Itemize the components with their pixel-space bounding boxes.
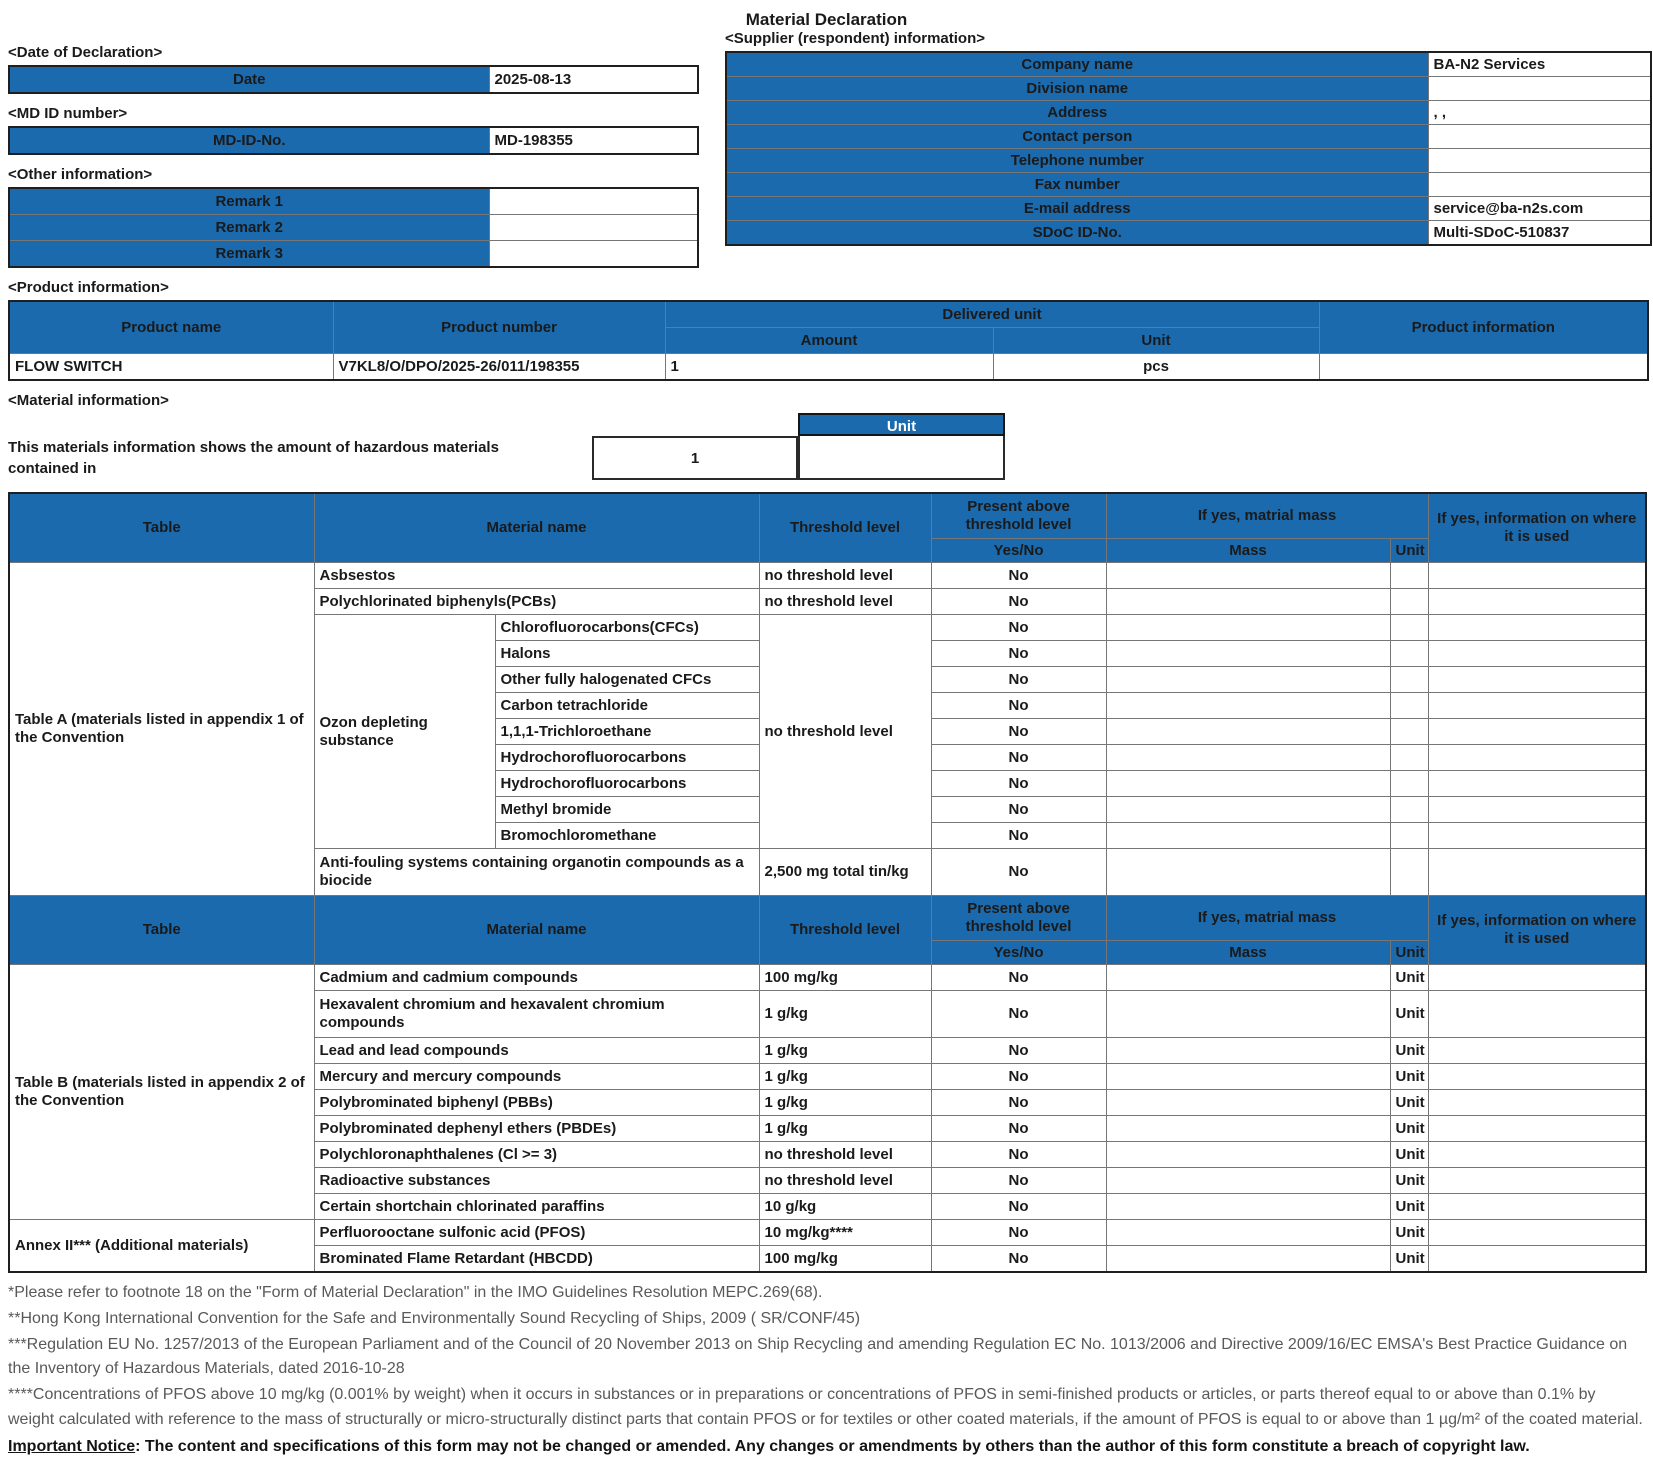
contact-person-value: [1428, 125, 1651, 149]
unit-cell: Unit: [1390, 1064, 1428, 1090]
material-name-cell: 1,1,1-Trichloroethane: [495, 719, 759, 745]
where-used-cell: [1428, 1220, 1646, 1246]
mass-cell: [1106, 1246, 1390, 1273]
table-b-label: Table B (materials listed in appendix 2 of the Convention: [9, 965, 314, 1220]
md-id-value: MD-198355: [489, 127, 698, 154]
present-above-threshold-header: Present above threshold level: [931, 493, 1106, 539]
remark-3-value: [489, 241, 698, 268]
unit-cell: Unit: [1390, 1038, 1428, 1064]
where-used-header: If yes, information on where it is used: [1428, 896, 1646, 965]
annex-row: [9, 1220, 1646, 1246]
threshold-cell: no threshold level: [759, 589, 931, 615]
unit-cell: Unit: [1390, 1168, 1428, 1194]
date-value: 2025-08-13: [489, 66, 698, 93]
product-data-row: [9, 354, 1648, 381]
table-column-header: Table: [9, 493, 314, 563]
material-name-cell: Bromochloromethane: [495, 823, 759, 849]
threshold-cell: 1 g/kg: [759, 1064, 931, 1090]
where-used-cell: [1428, 771, 1646, 797]
material-name-cell: Polychlorinated biphenyls(PCBs): [314, 589, 759, 615]
unit-cell: [1390, 771, 1428, 797]
product-information-label: <Product information>: [8, 279, 169, 296]
unit-cell: Unit: [1390, 1246, 1428, 1273]
material-name-cell: Carbon tetrachloride: [495, 693, 759, 719]
supplier-row: [726, 101, 1651, 125]
product-table: [8, 300, 1649, 381]
mass-cell: [1106, 991, 1390, 1038]
mass-cell: [1106, 1142, 1390, 1168]
unit-cell: Unit: [1390, 1220, 1428, 1246]
yes-no-cell: No: [931, 1220, 1106, 1246]
material-name-cell: Hydrochorofluorocarbons: [495, 745, 759, 771]
mass-cell: [1106, 693, 1390, 719]
where-used-cell: [1428, 1038, 1646, 1064]
email-address-label: E-mail address: [726, 197, 1428, 221]
company-name-label: Company name: [726, 52, 1428, 77]
mass-cell: [1106, 641, 1390, 667]
if-yes-material-mass-header: If yes, matrial mass: [1106, 896, 1428, 941]
supplier-table: [725, 51, 1652, 246]
amount-value: 1: [665, 354, 993, 381]
material-name-header: Material name: [314, 493, 759, 563]
address-value: , ,: [1428, 101, 1651, 125]
remark-1-value: [489, 188, 698, 215]
where-used-cell: [1428, 1116, 1646, 1142]
material-information-label: <Material information>: [8, 392, 169, 409]
where-used-cell: [1428, 1142, 1646, 1168]
product-name-value: FLOW SWITCH: [9, 354, 333, 381]
yes-no-cell: No: [931, 1142, 1106, 1168]
material-name-cell: Asbsestos: [314, 563, 759, 589]
unit-cell: [1390, 849, 1428, 896]
where-used-cell: [1428, 1168, 1646, 1194]
unit-cell: [1390, 563, 1428, 589]
threshold-cell: no threshold level: [759, 1168, 931, 1194]
md-id-row: [9, 127, 698, 154]
important-notice-label: Important Notice: [8, 1437, 136, 1455]
yes-no-cell: No: [931, 667, 1106, 693]
remark-2-value: [489, 215, 698, 241]
supplier-information-label: <Supplier (respondent) information>: [725, 30, 986, 47]
mass-cell: [1106, 849, 1390, 896]
mass-cell: [1106, 719, 1390, 745]
unit-cell: [1390, 719, 1428, 745]
important-notice: [8, 1435, 1645, 1460]
yes-no-cell: No: [931, 797, 1106, 823]
sdoc-id-label: SDoC ID-No.: [726, 221, 1428, 246]
mass-cell: [1106, 563, 1390, 589]
material-info-amount-box: 1: [592, 436, 798, 480]
mass-cell: [1106, 1064, 1390, 1090]
material-info-unit-value: [798, 436, 1005, 480]
mass-cell: [1106, 1038, 1390, 1064]
supplier-row: [726, 125, 1651, 149]
mass-cell: [1106, 667, 1390, 693]
material-name-cell: Other fully halogenated CFCs: [495, 667, 759, 693]
material-name-cell: Mercury and mercury compounds: [314, 1064, 759, 1090]
mass-cell: [1106, 615, 1390, 641]
md-id-label: MD-ID-No.: [9, 127, 489, 154]
threshold-cell: 10 g/kg: [759, 1194, 931, 1220]
unit-cell: [1390, 641, 1428, 667]
table-column-header: Table: [9, 896, 314, 965]
unit-column-header: Unit: [1390, 539, 1428, 563]
fax-number-label: Fax number: [726, 173, 1428, 197]
yes-no-cell: No: [931, 1116, 1106, 1142]
yes-no-cell: No: [931, 693, 1106, 719]
table-a-row: [9, 563, 1646, 589]
supplier-row: [726, 173, 1651, 197]
unit-cell: Unit: [1390, 1090, 1428, 1116]
where-used-cell: [1428, 1246, 1646, 1273]
yes-no-cell: No: [931, 1090, 1106, 1116]
threshold-cell: 1 g/kg: [759, 1038, 931, 1064]
unit-cell: Unit: [1390, 991, 1428, 1038]
md-id-table: [8, 126, 699, 155]
where-used-cell: [1428, 991, 1646, 1038]
yes-no-cell: No: [931, 641, 1106, 667]
other-information-label: <Other information>: [8, 166, 153, 183]
email-address-value: service@ba-n2s.com: [1428, 197, 1651, 221]
amount-header: Amount: [665, 328, 993, 354]
if-yes-material-mass-header: If yes, matrial mass: [1106, 493, 1428, 539]
threshold-cell: 1 g/kg: [759, 1116, 931, 1142]
product-number-header: Product number: [333, 301, 665, 354]
where-used-cell: [1428, 563, 1646, 589]
remark-row: [9, 188, 698, 215]
where-used-cell: [1428, 667, 1646, 693]
threshold-cell: 1 g/kg: [759, 1090, 931, 1116]
material-name-cell: Anti-fouling systems containing organotin compounds as a biocide: [314, 849, 759, 896]
remark-3-label: Remark 3: [9, 241, 489, 268]
sdoc-id-value: Multi-SDoC-510837: [1428, 221, 1651, 246]
supplier-row: [726, 197, 1651, 221]
yes-no-cell: No: [931, 1168, 1106, 1194]
remark-1-label: Remark 1: [9, 188, 489, 215]
threshold-cell: 10 mg/kg****: [759, 1220, 931, 1246]
supplier-row: [726, 221, 1651, 246]
threshold-cell: no threshold level: [759, 1142, 931, 1168]
ozone-group-label: Ozon depleting substance: [314, 615, 495, 849]
material-header-row: [9, 896, 1646, 941]
material-table: [8, 492, 1647, 1273]
material-name-cell: Polybrominated biphenyl (PBBs): [314, 1090, 759, 1116]
threshold-cell: no threshold level: [759, 563, 931, 589]
yes-no-cell: No: [931, 849, 1106, 896]
unit-cell: Unit: [1390, 1116, 1428, 1142]
where-used-cell: [1428, 1194, 1646, 1220]
company-name-value: BA-N2 Services: [1428, 52, 1651, 77]
material-info-row: [8, 413, 1645, 480]
unit-cell: [1390, 615, 1428, 641]
yes-no-cell: No: [931, 1194, 1106, 1220]
material-info-description: This materials information shows the amount of hazardous materials contained in: [8, 438, 499, 478]
date-of-declaration-label: <Date of Declaration>: [8, 44, 163, 61]
mass-cell: [1106, 965, 1390, 991]
where-used-cell: [1428, 1090, 1646, 1116]
remark-row: [9, 241, 698, 268]
threshold-cell: no threshold level: [759, 615, 931, 849]
footnote: ***Regulation EU No. 1257/2013 of the European Parliament and of the Council of 20 November 2013 on Ship Recycling and amending Regulation EC No. 1013/2006 and Directive 2009/16/EC EMSA's Best Practice Guidance on the Inventory of Hazardous Materials, dated 2016-10-28: [8, 1335, 1628, 1378]
footnote: **Hong Kong International Convention for the Safe and Environmentally Sound Recycling of Ships, 2009 ( SR/CONF/45): [8, 1309, 861, 1327]
top-section: [8, 30, 1645, 268]
unit-header: Unit: [993, 328, 1319, 354]
unit-cell: Unit: [1390, 1194, 1428, 1220]
threshold-cell: 1 g/kg: [759, 991, 931, 1038]
supplier-row: [726, 77, 1651, 101]
material-name-cell: Certain shortchain chlorinated paraffins: [314, 1194, 759, 1220]
yes-no-cell: No: [931, 745, 1106, 771]
unit-cell: Unit: [1390, 965, 1428, 991]
division-name-label: Division name: [726, 77, 1428, 101]
threshold-cell: 2,500 mg total tin/kg: [759, 849, 931, 896]
unit-cell: Unit: [1390, 1142, 1428, 1168]
material-name-cell: Brominated Flame Retardant (HBCDD): [314, 1246, 759, 1273]
unit-value: pcs: [993, 354, 1319, 381]
yes-no-cell: No: [931, 991, 1106, 1038]
yes-no-cell: No: [931, 1064, 1106, 1090]
yes-no-cell: No: [931, 823, 1106, 849]
declaration-column: [8, 30, 699, 268]
unit-cell: [1390, 797, 1428, 823]
product-number-value: V7KL8/O/DPO/2025-26/011/198355: [333, 354, 665, 381]
threshold-level-header: Threshold level: [759, 896, 931, 965]
yes-no-cell: No: [931, 1246, 1106, 1273]
footnote: *Please refer to footnote 18 on the "Form of Material Declaration" in the IMO Guidelines Resolution MEPC.269(68).: [8, 1284, 823, 1301]
material-header-row: [9, 493, 1646, 539]
where-used-cell: [1428, 965, 1646, 991]
yes-no-cell: No: [931, 771, 1106, 797]
material-name-cell: Polychloronaphthalenes (Cl >= 3): [314, 1142, 759, 1168]
where-used-cell: [1428, 823, 1646, 849]
where-used-cell: [1428, 797, 1646, 823]
material-name-cell: Methyl bromide: [495, 797, 759, 823]
yes-no-cell: No: [931, 615, 1106, 641]
contact-person-label: Contact person: [726, 125, 1428, 149]
threshold-cell: 100 mg/kg: [759, 1246, 931, 1273]
mass-cell: [1106, 823, 1390, 849]
supplier-column: [725, 30, 1652, 246]
table-a-label: Table A (materials listed in appendix 1 of the Convention: [9, 563, 314, 896]
address-label: Address: [726, 101, 1428, 125]
annex-label: Annex II*** (Additional materials): [9, 1220, 314, 1273]
unit-column-header: Unit: [1390, 941, 1428, 965]
mass-cell: [1106, 771, 1390, 797]
material-name-cell: Hydrochorofluorocarbons: [495, 771, 759, 797]
unit-cell: [1390, 589, 1428, 615]
material-name-cell: Perfluorooctane sulfonic acid (PFOS): [314, 1220, 759, 1246]
yes-no-header: Yes/No: [931, 539, 1106, 563]
material-name-cell: Hexavalent chromium and hexavalent chromium compounds: [314, 991, 759, 1038]
where-used-cell: [1428, 693, 1646, 719]
material-info-unit-header: Unit: [798, 413, 1005, 436]
where-used-cell: [1428, 1064, 1646, 1090]
yes-no-header: Yes/No: [931, 941, 1106, 965]
where-used-cell: [1428, 745, 1646, 771]
important-notice-text: : The content and specifications of this form may not be changed or amended. Any changes or amendments by others than the author of this form constitute a breach of copyright law.: [135, 1437, 1530, 1455]
yes-no-cell: No: [931, 589, 1106, 615]
yes-no-cell: No: [931, 965, 1106, 991]
delivered-unit-header: Delivered unit: [665, 301, 1319, 328]
mass-cell: [1106, 745, 1390, 771]
present-above-threshold-header: Present above threshold level: [931, 896, 1106, 941]
remark-row: [9, 215, 698, 241]
where-used-header: If yes, information on where it is used: [1428, 493, 1646, 563]
material-name-cell: Polybrominated dephenyl ethers (PBDEs): [314, 1116, 759, 1142]
footnote: ****Concentrations of PFOS above 10 mg/kg (0.001% by weight) when it occurs in substances or in preparations or concentrations of PFOS in semi-finished products or articles, or parts thereof equal to or above than 0.1% by weight calculated with reference to the mass of structurally or micro-structurally distinct parts that contain PFOS or for textiles or other coated materials, if the amount of PFOS is equal to or above than 1 µg/m² of the coated material.: [8, 1386, 1643, 1428]
mass-cell: [1106, 797, 1390, 823]
mass-header: Mass: [1106, 941, 1390, 965]
footnotes: [8, 1281, 1645, 1460]
yes-no-cell: No: [931, 719, 1106, 745]
product-name-header: Product name: [9, 301, 333, 354]
division-name-value: [1428, 77, 1651, 101]
yes-no-cell: No: [931, 563, 1106, 589]
unit-cell: [1390, 823, 1428, 849]
unit-cell: [1390, 667, 1428, 693]
product-header-row: [9, 301, 1648, 328]
date-label: Date: [9, 66, 489, 93]
where-used-cell: [1428, 641, 1646, 667]
md-id-number-label: <MD ID number>: [8, 105, 128, 122]
where-used-cell: [1428, 719, 1646, 745]
mass-cell: [1106, 1116, 1390, 1142]
material-name-cell: Radioactive substances: [314, 1168, 759, 1194]
remarks-table: [8, 187, 699, 268]
material-name-header: Material name: [314, 896, 759, 965]
mass-cell: [1106, 1090, 1390, 1116]
mass-header: Mass: [1106, 539, 1390, 563]
threshold-level-header: Threshold level: [759, 493, 931, 563]
material-name-cell: Chlorofluorocarbons(CFCs): [495, 615, 759, 641]
material-info-unit-box: [798, 413, 1005, 480]
product-information-value: [1319, 354, 1648, 381]
where-used-cell: [1428, 615, 1646, 641]
remark-2-label: Remark 2: [9, 215, 489, 241]
where-used-cell: [1428, 849, 1646, 896]
mass-cell: [1106, 1194, 1390, 1220]
material-name-cell: Halons: [495, 641, 759, 667]
material-name-cell: Cadmium and cadmium compounds: [314, 965, 759, 991]
fax-number-value: [1428, 173, 1651, 197]
where-used-cell: [1428, 589, 1646, 615]
supplier-row: [726, 149, 1651, 173]
supplier-row: [726, 52, 1651, 77]
date-table: [8, 65, 699, 94]
unit-cell: [1390, 745, 1428, 771]
unit-cell: [1390, 693, 1428, 719]
yes-no-cell: No: [931, 1038, 1106, 1064]
table-b-row: [9, 965, 1646, 991]
telephone-number-value: [1428, 149, 1651, 173]
telephone-number-label: Telephone number: [726, 149, 1428, 173]
material-name-cell: Lead and lead compounds: [314, 1038, 759, 1064]
threshold-cell: 100 mg/kg: [759, 965, 931, 991]
mass-cell: [1106, 1168, 1390, 1194]
page-title: Material Declaration: [745, 10, 908, 29]
date-row: [9, 66, 698, 93]
mass-cell: [1106, 1220, 1390, 1246]
mass-cell: [1106, 589, 1390, 615]
product-information-header: Product information: [1319, 301, 1648, 354]
